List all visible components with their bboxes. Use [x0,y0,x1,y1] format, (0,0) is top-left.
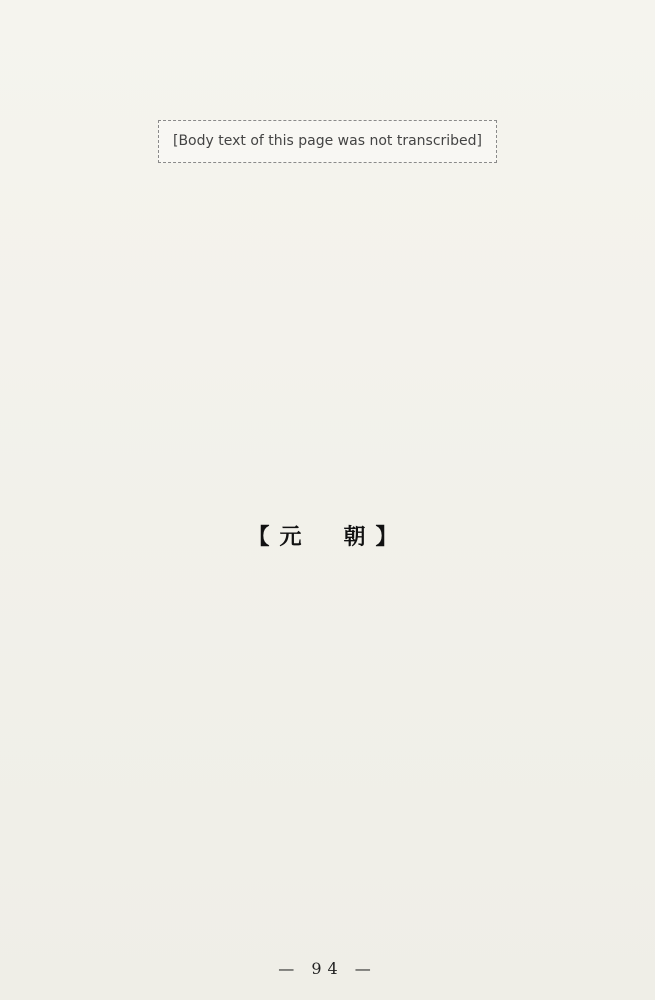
untranscribed-notice: [Body text of this page was not transcribed] [158,120,497,163]
page-number: — 94 — [278,959,377,978]
section-heading: 【元 朝】 [247,524,408,550]
content-area [36,120,619,163]
